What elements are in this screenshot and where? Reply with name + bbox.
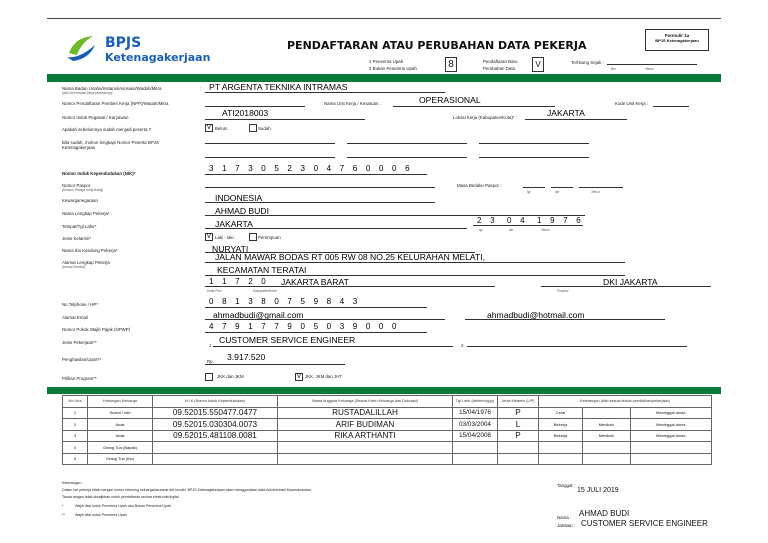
salary-label: Penghasilan/Upah** <box>62 357 102 362</box>
table-row <box>63 453 712 465</box>
nik-value[interactable]: 3 1 7 3 0 5 2 3 0 4 7 6 0 0 0 6 <box>209 164 413 173</box>
logo-tagline: Ketenagakerjaan <box>105 51 211 64</box>
effective-month-sub: Bln <box>611 67 616 71</box>
row-sex[interactable]: P <box>498 407 539 419</box>
job-2: 2 <box>461 343 464 348</box>
program-option2-label: JKK, JKM dan JHT <box>305 374 343 379</box>
birth-month-value[interactable]: 0 4 <box>507 216 528 225</box>
address-label: Alamat Lengkap Pekerja <box>62 260 110 265</box>
row-dob[interactable]: 15/04/2008 <box>453 430 498 442</box>
family-table <box>62 395 712 465</box>
row-note-1 <box>539 442 583 454</box>
location-label: Lokasi Kerja (Kabupaten/Kota)* : <box>453 115 517 120</box>
prev-yes-checkbox[interactable] <box>249 124 257 132</box>
row-note-2 <box>582 442 630 454</box>
period-option-2: 2 Bukan Penerima Upah <box>369 66 417 71</box>
effective-year-sub: Tahun <box>645 67 654 71</box>
row-no: 5 <box>63 453 88 465</box>
prev-no-label: Belum <box>215 126 228 131</box>
nip-value[interactable]: ATI2018003 <box>222 108 269 118</box>
job-label: Jenis Pekerjaan** <box>62 340 97 345</box>
gender-male-checkbox[interactable]: V <box>206 233 212 240</box>
row-nik[interactable] <box>153 453 278 465</box>
nationality-value[interactable]: INDONESIA <box>215 193 263 203</box>
colon: : <box>200 86 202 91</box>
row-name[interactable]: RIKA ARTHANTI <box>278 430 453 442</box>
birth-bln-sub: bln <box>509 228 514 232</box>
province-value[interactable]: DKI JAKARTA <box>603 277 658 287</box>
passport-sub: (Khusus Tenaga Kerja Asing) <box>62 188 104 192</box>
passport-label: Nomor Paspor <box>62 183 91 188</box>
row-nik[interactable]: 09.52015.550477.0477 <box>153 407 278 419</box>
nik-label: Nomor Induk Kependudukan (NIK)* <box>62 171 136 176</box>
row-dob[interactable]: 15/04/1976 <box>453 407 498 419</box>
birth-place-value[interactable]: JAKARTA <box>215 219 253 229</box>
name-value[interactable]: AHMAD BUDI <box>215 206 269 216</box>
note-4-marker: ** <box>62 513 65 517</box>
bpjs-logo-icon <box>65 33 99 63</box>
salary-value[interactable]: 3.917.520 <box>227 352 266 362</box>
header-green-band <box>47 74 721 82</box>
row-no: 1 <box>63 407 88 419</box>
row-note-1: Bekerja <box>539 430 583 442</box>
city-label: Kabupaten/Kota* <box>253 289 278 293</box>
row-relation: Anak <box>88 419 153 431</box>
row-note-1 <box>539 453 583 465</box>
family-green-band <box>47 387 721 394</box>
family-rows <box>63 407 712 465</box>
table-row <box>63 407 712 419</box>
mother-value[interactable]: NURYATI <box>212 244 249 254</box>
passport-tgl-sub: tgl <box>527 190 531 194</box>
row-note-1: Cerai <box>539 407 583 419</box>
row-note-3: Meninggal dunia <box>630 407 711 419</box>
unit-label: Nama Unit Kerja / Kesatuan : <box>324 101 381 106</box>
name-label: Nama Lengkap Pekerja* <box>62 211 110 216</box>
note-3: Wajib diisi untuk Penerima Upah dan Bukan Penerima Upah <box>75 504 171 508</box>
phone-label: No Telphone / HP* <box>62 302 99 307</box>
location-value[interactable]: JAKARTA <box>547 108 585 118</box>
city-value[interactable]: JAKARTA BARAT <box>281 277 349 287</box>
sign-name-value[interactable]: AHMAD BUDI <box>579 509 630 518</box>
gender-female-label: Perempuan <box>258 235 281 240</box>
effective-label: Terhitung Sejak : <box>571 60 604 65</box>
phone-value[interactable]: 0 8 1 3 8 0 7 5 9 8 4 3 <box>209 297 361 306</box>
program-option2-checkbox[interactable]: V <box>296 373 302 380</box>
program-option1-label: JKK dan JKM <box>217 374 244 379</box>
birth-thn-sub: Tahun <box>541 228 550 232</box>
passport-valid-label: Masa Berlaku Paspor : <box>457 183 502 188</box>
row-sex[interactable] <box>498 442 539 454</box>
registration-new: Pendaftaran Baru <box>483 59 518 64</box>
birth-label: Tempat/Tgl Lahir* <box>62 224 97 229</box>
gender-label: Jenis Kelamin* <box>62 236 92 241</box>
registration-change: Perubahan Data <box>483 66 515 71</box>
registration-box[interactable]: V <box>532 57 544 72</box>
form-number: Formulir 1a <box>664 33 690 38</box>
birth-day-value[interactable]: 2 3 <box>477 216 498 225</box>
address2-value[interactable]: KECAMATAN TERATAI <box>217 265 307 275</box>
row-note-1: Bekerja <box>539 419 583 431</box>
row-note-2: Menikah <box>582 430 630 442</box>
sign-title-value[interactable]: CUSTOMER SERVICE ENGINEER <box>581 519 708 528</box>
date-value[interactable]: 15 JULI 2019 <box>577 487 619 494</box>
row-sex[interactable]: P <box>498 430 539 442</box>
passport-bln-sub: bln <box>555 190 560 194</box>
row-name[interactable]: ARIF BUDIMAN <box>278 419 453 431</box>
row-relation: Anak <box>88 430 153 442</box>
postal-value[interactable]: 1 1 7 2 0 <box>209 277 269 286</box>
npwp-value[interactable]: 4 7 9 1 7 7 9 0 5 0 3 9 0 0 0 <box>209 322 400 331</box>
row-relation: Suami / Istri <box>88 407 153 419</box>
table-row <box>63 442 712 454</box>
email-label: Alamat Email <box>62 315 88 320</box>
col-dob: Tgl Lahir (dd/mm/yyyy) <box>453 396 498 408</box>
date-label: Tanggal : <box>557 483 575 488</box>
row-relation: Orang Tua (Ibu) <box>88 453 153 465</box>
passport-thn-sub: Tahun <box>591 190 600 194</box>
row-note-2: Menikah <box>582 419 630 431</box>
row-note-3 <box>630 453 711 465</box>
row-name[interactable]: RUSTADALILLAH <box>278 407 453 419</box>
row-sex[interactable] <box>498 453 539 465</box>
prev-no-checkbox[interactable]: V <box>206 124 212 131</box>
row-dob[interactable]: 03/03/2004 <box>453 419 498 431</box>
company-sub: (diisi oleh tempat kerja sebenarnya) <box>62 91 113 95</box>
row-note-3: Meninggal dunia <box>630 419 711 431</box>
gender-female-checkbox[interactable] <box>249 233 257 241</box>
form-agency: BPJS Ketenagakerjaan <box>655 38 699 43</box>
salary-prefix: Rp. <box>207 359 214 364</box>
form-page <box>47 18 721 539</box>
email1-value[interactable]: ahmadbudi@gmail.com <box>213 310 304 320</box>
note-3-marker: * <box>62 504 64 508</box>
row-note-3: Meninggal dunia <box>630 430 711 442</box>
col-no: No Urut <box>63 396 88 408</box>
row-no: 3 <box>63 430 88 442</box>
nip-label: Nomor Induk Pegawai / Karyawan <box>62 115 129 120</box>
province-label: Provinsi <box>557 289 569 293</box>
logo-name: BPJS <box>105 35 142 51</box>
col-nik: N I K (Nomor Induk Kependudukan) <box>153 396 278 408</box>
period-option-1: 1 Penerima Upah <box>369 59 404 64</box>
birth-year-value[interactable]: 1 9 7 6 <box>537 216 584 225</box>
row-relation: Orang Tua (Bapak) <box>88 442 153 454</box>
program-option1-checkbox[interactable] <box>205 373 213 381</box>
prev-label: Apakah sebelumnya sudah menjadi peserta ? <box>62 127 152 132</box>
row-dob[interactable] <box>453 442 498 454</box>
sign-title-label: Jabatan : <box>557 523 576 528</box>
form-title: PENDAFTARAN ATAU PERUBAHAN DATA PEKERJA <box>287 39 587 52</box>
row-note-2 <box>582 407 630 419</box>
col-sex: Jenis Kelamin (L/P) <box>498 396 539 408</box>
row-no: 4 <box>63 442 88 454</box>
row-name[interactable] <box>278 453 453 465</box>
sign-name-label: Nama : <box>557 515 572 520</box>
npwp-label: Nomor Pokok Wajib Pajak (NPWP) <box>62 327 131 332</box>
company-value[interactable]: PT ARGENTA TEKNIKA INTRAMAS <box>209 82 348 92</box>
mother-label: Nama Ibu Kandung Pekerja* <box>62 248 118 253</box>
row-name[interactable] <box>278 442 453 454</box>
table-row <box>63 430 712 442</box>
row-sex[interactable]: L <box>498 419 539 431</box>
birth-tgl-sub: tgl <box>479 228 483 232</box>
col-name: Nama Anggota Keluarga (Sesuai Kartu Keluarga dari Dukcapil) <box>278 396 453 408</box>
postal-label: Kode Pos* <box>207 289 223 293</box>
col-relation: Hubungan Keluarga <box>88 396 153 408</box>
row-nik[interactable]: 09.52015.481108.0081 <box>153 430 278 442</box>
address-value[interactable]: JALAN MAWAR BODAS RT 005 RW 08 NO.25 KELURAHAN MELATI, <box>215 252 485 262</box>
nationality-label: Kewarganegaraan <box>62 198 98 203</box>
row-nik[interactable] <box>153 442 278 454</box>
gender-male-label: Laki - laki <box>215 235 234 240</box>
email2-value[interactable]: ahmadbudi@hotmail.com <box>487 310 585 320</box>
job-value[interactable]: CUSTOMER SERVICE ENGINEER <box>219 335 356 345</box>
row-no: 2 <box>63 419 88 431</box>
npp-label: Nomor Pendaftaran Pemberi Kerja (NPP)/Wadah/Mitra <box>62 101 169 106</box>
company-label: Nama Badan Usaha/Instansi/Asosiasi/Wadah/Mitra <box>62 86 162 91</box>
kpj-label: Bila sudah, mohon lengkapi Nomor Peserta BPJS Ketenagakerjaan <box>62 140 159 150</box>
form-number-box <box>645 29 709 51</box>
row-note-2 <box>582 453 630 465</box>
note-4: Wajib diisi untuk Penerima Upah <box>75 513 127 517</box>
col-notes: Keterangan (diisi sesuai status pendidikan/pekerjaan) <box>539 396 712 408</box>
period-box[interactable]: 8 <box>445 57 457 72</box>
row-dob[interactable] <box>453 453 498 465</box>
row-nik[interactable]: 09.52015.030304.0073 <box>153 419 278 431</box>
note-2: Tanda tangan tidak diwajibkan untuk pendaftaran secara elektronik/digital <box>62 495 179 499</box>
table-row <box>63 419 712 431</box>
prev-yes-label: Sudah <box>258 126 271 131</box>
unit-code-label: Kode Unit Kerja : <box>615 101 649 106</box>
unit-value[interactable]: OPERASIONAL <box>419 95 481 105</box>
address-sub: (sesuai Domisili) <box>62 265 86 269</box>
job-1: 1 <box>209 343 212 348</box>
notes-title: Keterangan : <box>62 481 83 485</box>
program-label: Pilihan Program** <box>62 376 97 381</box>
row-note-3 <box>630 442 711 454</box>
note-1: Dalam hal pekerja tidak mengisi nomor rekening keluarga/asuransi diri sendiri, BPJS Ketenagakerjaan akan menggunakan data Administrasi Kependudukan. <box>62 488 312 492</box>
